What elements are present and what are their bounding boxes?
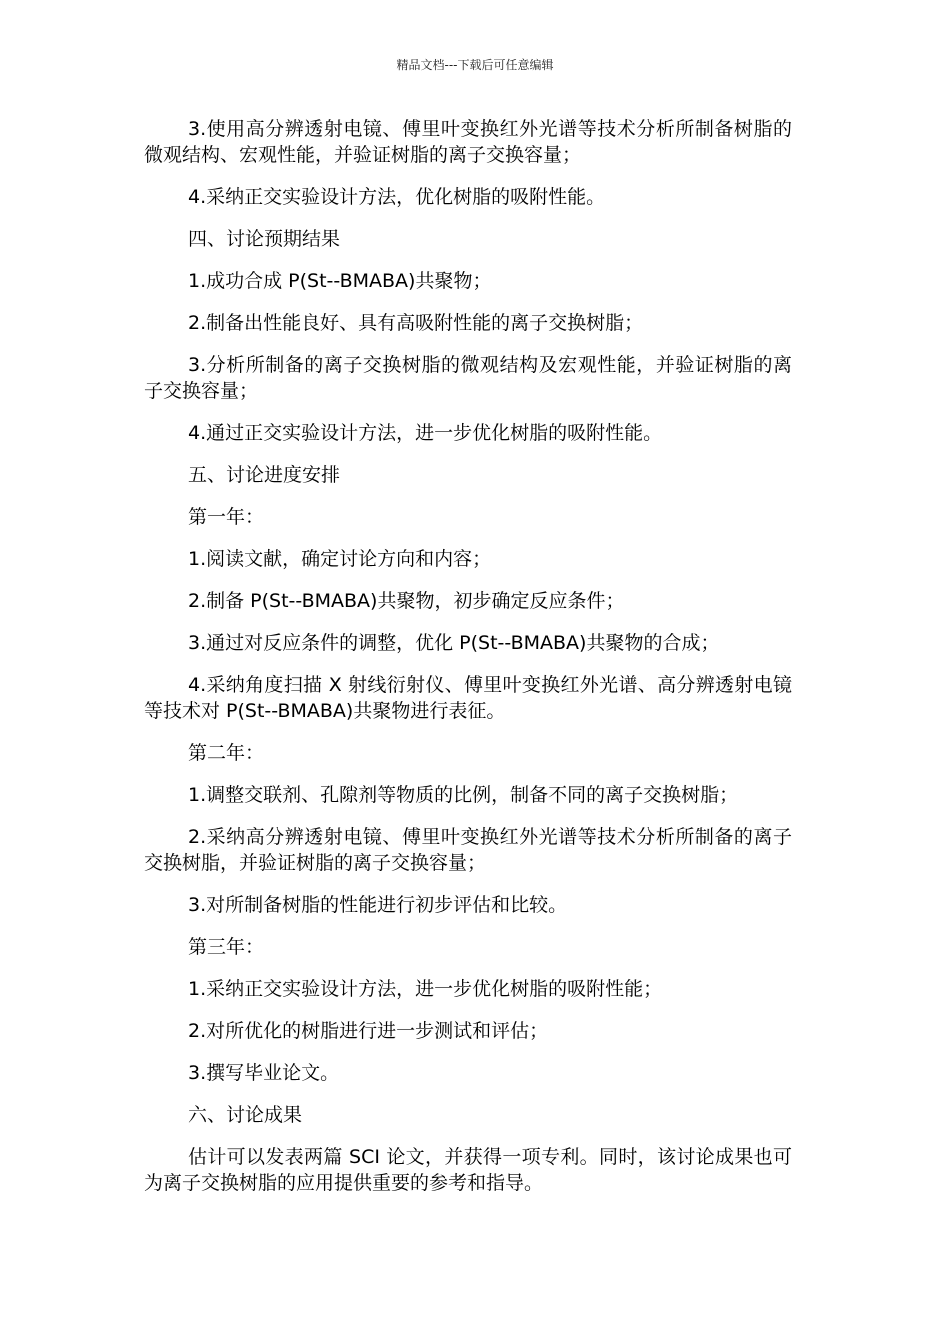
list-item: 4.采纳角度扫描 X 射线衍射仪、傅里叶变换红外光谱、高分辨透射电镜等技术对 P(St--BMABA)共聚物进行表征。 — [144, 674, 792, 722]
list-item: 3.对所制备树脂的性能进行初步评估和比较。 — [188, 894, 568, 916]
list-item: 3.通过对反应条件的调整，优化 P(St--BMABA)共聚物的合成； — [188, 632, 720, 654]
paragraph-outcomes: 估计可以发表两篇 SCI 论文，并获得一项专利。同时，该讨论成果也可为离子交换树脂的应用提供重要的参考和指导。 — [144, 1146, 792, 1194]
list-item: 2.制备 P(St--BMABA)共聚物，初步确定反应条件； — [188, 590, 625, 612]
list-item: 1.成功合成 P(St--BMABA)共聚物； — [188, 270, 492, 292]
page-header: 精品文档---下载后可任意编辑 — [396, 58, 554, 72]
section-heading-expected-results: 四、讨论预期结果 — [188, 228, 341, 250]
list-item: 1.调整交联剂、孔隙剂等物质的比例，制备不同的离子交换树脂； — [188, 784, 739, 806]
section-heading-outcomes: 六、讨论成果 — [188, 1104, 303, 1126]
list-item: 2.对所优化的树脂进行进一步测试和评估； — [188, 1020, 549, 1042]
list-item: 4.通过正交实验设计方法，进一步优化树脂的吸附性能。 — [188, 422, 663, 444]
list-item: 3.撰写毕业论文。 — [188, 1062, 340, 1084]
list-item: 1.采纳正交实验设计方法，进一步优化树脂的吸附性能； — [188, 978, 663, 1000]
list-item: 1.阅读文献，确定讨论方向和内容； — [188, 548, 492, 570]
section-heading-schedule: 五、讨论进度安排 — [188, 464, 341, 486]
paragraph-orthogonal-design: 4.采纳正交实验设计方法，优化树脂的吸附性能。 — [188, 186, 606, 208]
document-body — [144, 116, 792, 1212]
subheading-year-one: 第一年： — [188, 506, 265, 528]
subheading-year-two: 第二年： — [188, 742, 265, 764]
list-item: 3.分析所制备的离子交换树脂的微观结构及宏观性能，并验证树脂的离子交换容量； — [144, 354, 792, 402]
list-item: 2.制备出性能良好、具有高吸附性能的离子交换树脂； — [188, 312, 644, 334]
list-item: 2.采纳高分辨透射电镜、傅里叶变换红外光谱等技术分析所制备的离子交换树脂，并验证树脂的离子交换容量； — [144, 826, 792, 874]
subheading-year-three: 第三年： — [188, 936, 265, 958]
paragraph-analysis-methods: 3.使用高分辨透射电镜、傅里叶变换红外光谱等技术分析所制备树脂的微观结构、宏观性能，并验证树脂的离子交换容量； — [144, 118, 792, 166]
